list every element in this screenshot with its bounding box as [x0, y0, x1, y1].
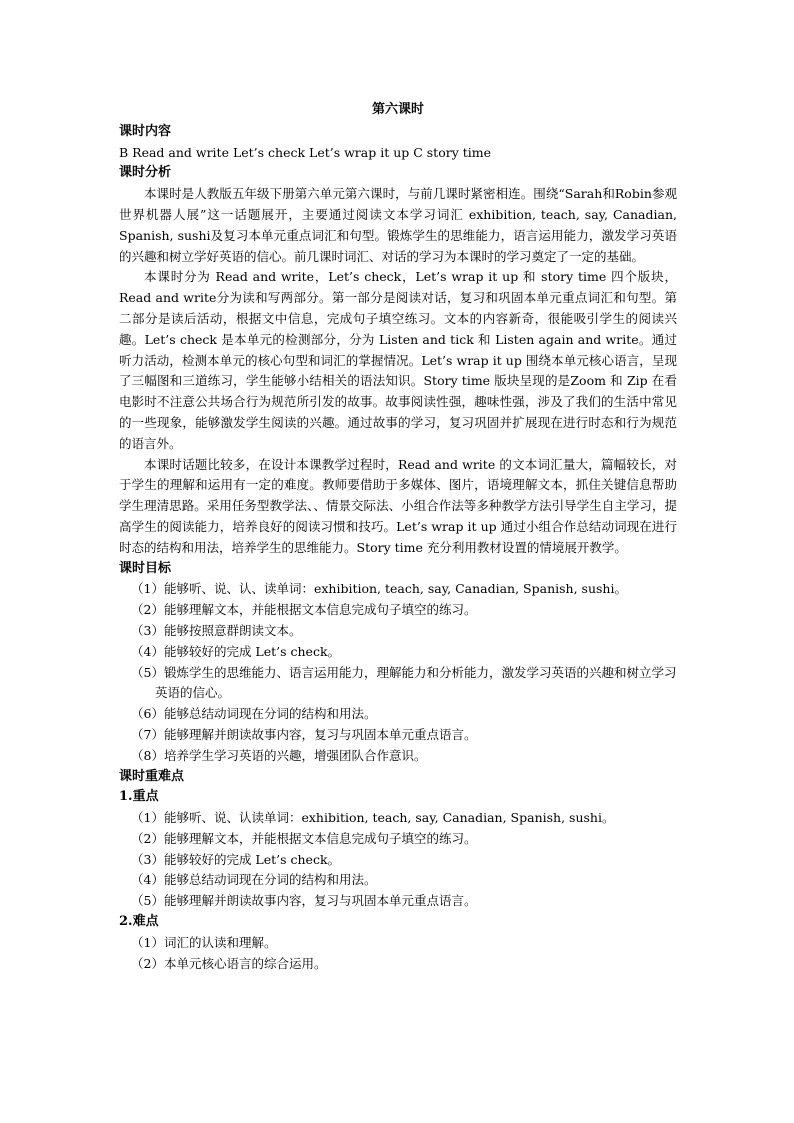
- difficult-points-subheading: 2.难点: [119, 914, 159, 930]
- list-item: （4）能够总结动词现在分词的结构和用法。: [131, 872, 377, 888]
- difficult-points-list: [119, 933, 677, 975]
- list-item: （2）本单元核心语言的综合运用。: [131, 955, 327, 971]
- list-item: （2）能够理解文本，并能根据文本信息完成句子填空的练习。: [131, 602, 477, 618]
- list-item: （1）能够听、说、认、读单词：exhibition, teach, say, Canadian, Spanish, sushi。: [131, 581, 627, 597]
- content-heading: 课时内容: [119, 123, 172, 139]
- list-item: （8）培养学生学习英语的兴趣，增强团队合作意识。: [131, 747, 427, 763]
- list-item: （5）能够理解并朗读故事内容，复习与巩固本单元重点语言。: [131, 893, 477, 909]
- goals-heading: 课时目标: [119, 560, 172, 576]
- list-item: （3）能够按照意群朗读文本。: [131, 622, 302, 638]
- goals-list: [119, 579, 677, 766]
- list-item: （5）锻炼学生的思维能力、语言运用能力，理解能力和分析能力，激发学习英语的兴趣和树立学习英语的信心。: [131, 664, 677, 701]
- document-content: [119, 100, 677, 974]
- list-item: （1）能够听、说、认读单词：exhibition, teach, say, Canadian, Spanish, sushi。: [131, 810, 615, 826]
- list-item: （2）能够理解文本，并能根据文本信息完成句子填空的练习。: [131, 830, 477, 846]
- content-text: B Read and write Let’s check Let’s wrap it up C story time: [119, 144, 492, 160]
- analysis-paragraph: 本课时话题比较多，在设计本课教学过程时，Read and write 的文本词汇量大，篇幅较长，对于学生的理解和运用有一定的难度。教师要借助于多媒体、图片，语境理解文本，抓住关键信息帮助学生理清思路。采用任务型教学法、、情景交际法、小组合作法等多种教学方法引导学生自主学习，提高学生的阅读能力，培养良好的阅读习惯和技巧。Let’s wrap it up 通过小组合作总结动词现在进行时态的结构和用法，培养学生的思维能力。Story time 充分利用教材设置的情境展开教学。: [119, 456, 677, 555]
- list-item: （6）能够总结动词现在分词的结构和用法。: [131, 706, 377, 722]
- list-item: （7）能够理解并朗读故事内容，复习与巩固本单元重点语言。: [131, 726, 477, 742]
- key-points-subheading: 1.重点: [119, 789, 159, 805]
- analysis-paragraph: 本课时是人教版五年级下册第六单元第六课时，与前几课时紧密相连。围绕“Sarah和Robin参观世界机器人展”这一话题展开，主要通过阅读文本学习词汇 exhibition, teach, say, Canadian, Spanish, sushi及复习本单元重点词汇和句型。锻炼学生的思维能力，语言运用能力，激发学习英语的兴趣和树立学好英语的信心。前几课时词汇、对话的学习为本课时的学习奠定了一定的基础。: [119, 186, 677, 264]
- list-item: （3）能够较好的完成 Let’s check。: [131, 851, 341, 867]
- analysis-paragraph: 本课时分为 Read and write，Let’s check，Let’s wrap it up 和 story time 四个版块，Read and write分为读和写两部分。第一部分是阅读对话，复习和巩固本单元重点词汇和句型。第二部分是读后活动，根据文中信息，完成句子填空练习。文本的内容新奇，很能吸引学生的阅读兴趣。Let’s check 是本单元的检测部分，分为 Listen and tick 和 Listen again and write。通过听力活动，检测本单元的核心句型和词汇的掌握情况。Let’s wrap it up 围绕本单元核心语言，呈现了三幅图和三道练习，学生能够小结相关的语法知识。Story time 版块呈现的是Zoom 和 Zip 在看电影时不注意公共场合行为规范所引发的故事。故事阅读性强，趣味性强，涉及了我们的生活中常见的一些现象，能够激发学生阅读的兴趣。通过故事的学习，复习巩固并扩展现在进行时态和行为规范的语言外。: [119, 269, 677, 451]
- key-points-list: [119, 808, 677, 912]
- analysis-heading: 课时分析: [119, 165, 172, 181]
- keypoints-heading: 课时重难点: [119, 768, 185, 784]
- list-item: （4）能够较好的完成 Let’s check。: [131, 643, 341, 659]
- page-title: 第六课时: [371, 102, 424, 117]
- list-item: （1）词汇的认读和理解。: [131, 934, 277, 950]
